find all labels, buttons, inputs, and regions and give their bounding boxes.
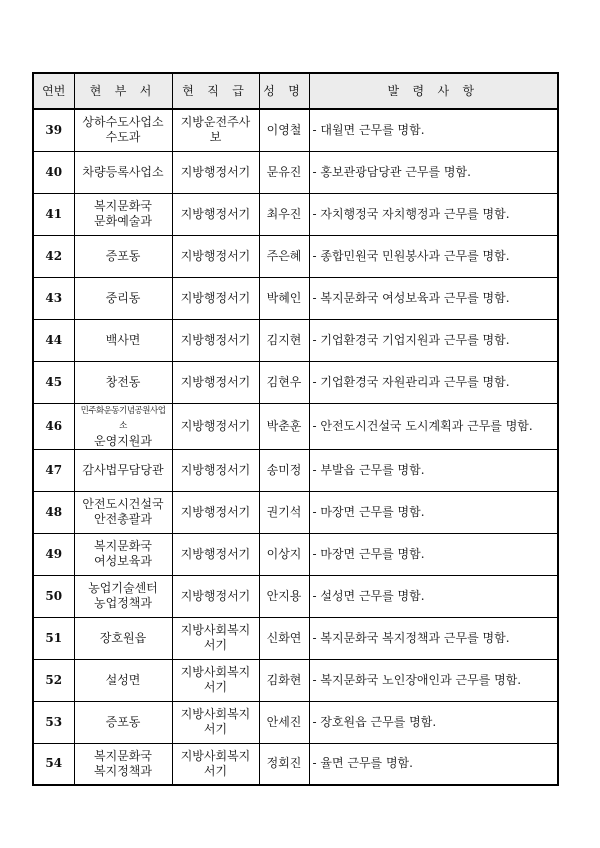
header-dept: 현 부 서 [74,73,172,109]
table-row [33,701,558,743]
appointment-order: - 홍보관광담당관 근무를 명함. [309,151,558,193]
table-row [33,277,558,319]
appointment-order: - 기업환경국 기업지원과 근무를 명함. [309,319,558,361]
current-grade [172,701,259,743]
current-grade [172,743,259,785]
row-number: 42 [33,235,74,277]
header-order: 발 령 사 항 [309,73,558,109]
table-row [33,533,558,575]
grade-line: 서기 [203,638,228,652]
department-line: 상하수도사업소 [82,115,164,130]
department-line: 농업정책과 [94,596,152,610]
appointment-order: - 설성면 근무를 명함. [309,575,558,617]
department-line: 복지문화국 [94,539,152,553]
grade-line: 지방행정서기 [180,290,251,305]
department-line: 장호원읍 [99,630,147,645]
table-row [33,575,558,617]
department-line: 수도과 [105,130,141,145]
person-name: 김지현 [259,319,309,361]
current-grade [172,575,259,617]
current-department [74,109,172,151]
department-line: 차량등록사업소 [82,164,164,179]
appointment-order: - 장호원읍 근무를 명함. [309,701,558,743]
person-name: 이상지 [259,533,309,575]
person-name: 주은혜 [259,235,309,277]
table-row [33,319,558,361]
grade-line: 지방행정서기 [180,374,251,389]
current-grade [172,449,259,491]
header-name: 성 명 [259,73,309,109]
table-row [33,235,558,277]
department-line: 여성보육과 [94,554,152,568]
current-department [74,403,172,449]
current-grade [172,277,259,319]
person-name: 신화연 [259,617,309,659]
person-name: 박춘훈 [259,403,309,449]
grade-line: 지방행정서기 [180,504,251,519]
appointment-order: - 마장면 근무를 명함. [309,491,558,533]
person-name: 문유진 [259,151,309,193]
grade-line: 서기 [203,680,228,694]
person-name: 최우진 [259,193,309,235]
grade-line: 지방사회복지 [180,623,251,637]
current-grade [172,109,259,151]
table-header-row [33,73,558,109]
appointment-order: - 기업환경국 자원관리과 근무를 명함. [309,361,558,403]
current-grade [172,659,259,701]
row-number: 50 [33,575,74,617]
person-name: 정회진 [259,743,309,785]
row-number: 49 [33,533,74,575]
appointment-order: - 율면 근무를 명함. [309,743,558,785]
table-row [33,361,558,403]
appointment-order: - 복지문화국 여성보육과 근무를 명함. [309,277,558,319]
personnel-order-table [32,72,559,786]
appointment-order: - 대월면 근무를 명함. [309,109,558,151]
grade-line: 지방행정서기 [180,588,251,603]
department-line: 설성면 [105,672,141,687]
table-row [33,659,558,701]
department-line: 증포동 [105,714,141,729]
row-number: 41 [33,193,74,235]
person-name: 권기석 [259,491,309,533]
appointment-order: - 안전도시건설국 도시계획과 근무를 명함. [309,403,558,449]
department-line: 복지문화국 [94,199,152,213]
row-number: 53 [33,701,74,743]
grade-line: 지방행정서기 [180,164,251,179]
department-line: 운영지원과 [94,433,152,448]
row-number: 44 [33,319,74,361]
table-row [33,193,558,235]
department-line: 안전도시건설국 [82,497,164,511]
grade-line: 서기 [203,763,228,778]
current-grade [172,617,259,659]
department-line: 중리동 [105,290,141,305]
row-number: 43 [33,277,74,319]
grade-line: 지방사회복지 [180,665,251,679]
current-grade [172,403,259,449]
current-department [74,361,172,403]
table-row [33,449,558,491]
row-number: 40 [33,151,74,193]
table-row [33,151,558,193]
grade-line: 지방행정서기 [180,206,251,221]
row-number: 46 [33,403,74,449]
table-row [33,109,558,151]
grade-line: 지방사회복지 [180,707,251,721]
grade-line: 지방사회복지 [180,748,251,763]
department-line: 복지정책과 [94,763,152,778]
current-department [74,491,172,533]
current-department [74,277,172,319]
table-row [33,403,558,449]
appointment-order: - 자치행정국 자치행정과 근무를 명함. [309,193,558,235]
current-grade [172,151,259,193]
department-line: 백사면 [105,332,141,347]
department-line: 안전총괄과 [94,512,152,526]
grade-line: 지방행정서기 [180,248,251,263]
current-department [74,701,172,743]
appointment-order: - 복지문화국 노인장애인과 근무를 명함. [309,659,558,701]
current-department [74,659,172,701]
person-name: 안세진 [259,701,309,743]
current-department [74,449,172,491]
current-department [74,319,172,361]
current-department [74,235,172,277]
appointment-order: - 부발읍 근무를 명함. [309,449,558,491]
table-row [33,491,558,533]
person-name: 박혜인 [259,277,309,319]
appointment-order: - 복지문화국 복지정책과 근무를 명함. [309,617,558,659]
grade-line: 지방행정서기 [180,546,251,561]
row-number: 48 [33,491,74,533]
department-line: 문화예술과 [94,214,152,228]
department-line: 창전동 [105,374,141,389]
row-number: 45 [33,361,74,403]
person-name: 안지용 [259,575,309,617]
department-line: 농업기술센터 [88,581,158,595]
current-grade [172,319,259,361]
current-department [74,617,172,659]
department-line: 증포동 [105,248,141,263]
current-department [74,575,172,617]
department-line: 감사법무담당관 [82,462,164,477]
department-line: 복지문화국 [94,748,152,763]
grade-line: 지방행정서기 [180,332,251,347]
row-number: 54 [33,743,74,785]
current-department [74,151,172,193]
department-line: 민주화운동기념공원사업소 [80,405,166,431]
current-grade [172,193,259,235]
person-name: 김현우 [259,361,309,403]
header-no: 연번 [33,73,74,109]
person-name: 이영철 [259,109,309,151]
appointment-order: - 마장면 근무를 명함. [309,533,558,575]
person-name: 송미정 [259,449,309,491]
row-number: 52 [33,659,74,701]
header-grade: 현 직 급 [172,73,259,109]
current-grade [172,235,259,277]
table-body [33,109,558,785]
grade-line: 지방운전주사보 [180,115,251,145]
current-department [74,533,172,575]
appointment-order: - 종합민원국 민원봉사과 근무를 명함. [309,235,558,277]
grade-line: 지방행정서기 [180,462,251,477]
current-grade [172,361,259,403]
row-number: 39 [33,109,74,151]
current-grade [172,491,259,533]
table-row [33,617,558,659]
row-number: 51 [33,617,74,659]
row-number: 47 [33,449,74,491]
person-name: 김화현 [259,659,309,701]
grade-line: 지방행정서기 [180,418,251,433]
table-row [33,743,558,785]
current-department [74,743,172,785]
grade-line: 서기 [203,722,228,736]
current-department [74,193,172,235]
current-grade [172,533,259,575]
